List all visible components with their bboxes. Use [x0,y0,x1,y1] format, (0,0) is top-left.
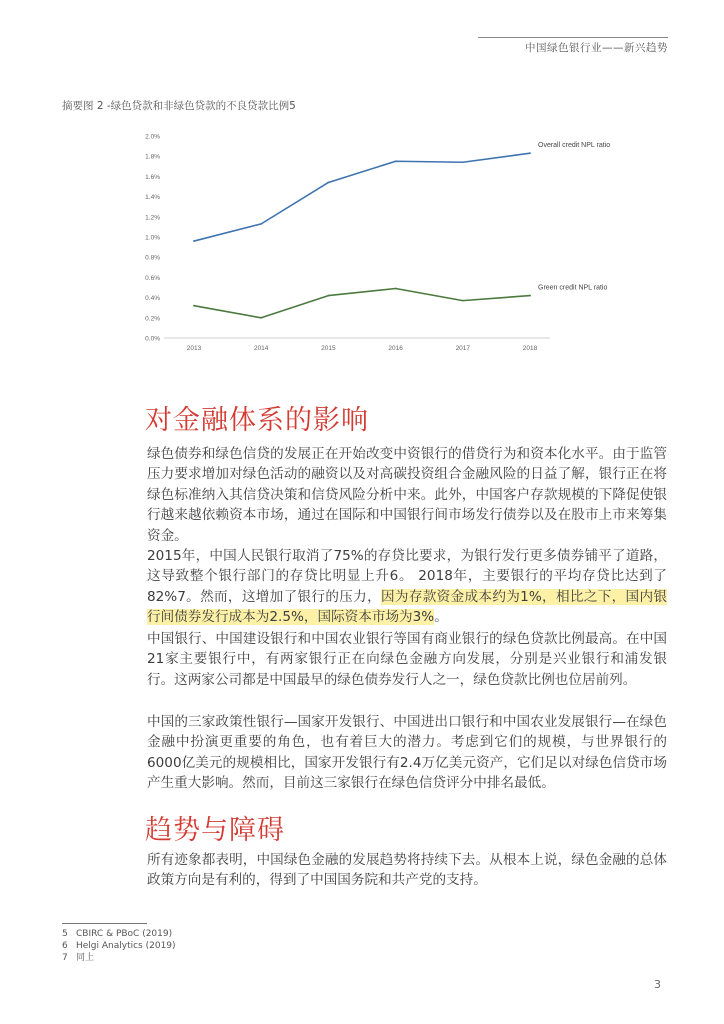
y-tick-label: 2.0% [145,133,160,141]
overall-npl-line [194,153,530,241]
green-npl-line [194,289,530,318]
data-point [260,223,262,225]
section-heading-trends: 趋势与障碍 [145,815,285,846]
series-label: Green credit NPL ratio [538,284,608,292]
highlighted-text: 因为存款资金成本约为1%，相比之下，国内银行间债券发行成本为2.5%，国际资本市场为3% [147,588,667,626]
y-tick-label: 0.8% [145,254,160,262]
data-point [395,288,397,290]
header-rule [478,37,668,38]
y-tick-label: 1.0% [145,234,160,242]
figure-caption: 摘要图 2 -绿色贷款和非绿色贷款的不良贷款比例5 [62,100,296,112]
paragraph-2 [147,546,667,628]
data-point [462,161,464,163]
y-tick-label: 0.2% [145,315,160,323]
y-tick-label: 1.2% [145,214,160,222]
y-tick-label: 0.6% [145,274,160,282]
paragraph-4: 中国的三家政策性银行—国家开发银行、中国进出口银行和中国农业发展银行—在绿色金融中扮演更重要的角色，也有着巨大的潜力。考虑到它们的规模，与世界银行的6000亿美元的规模相比，国家开发银行有2.4万亿美元资产，它们足以对绿色信贷市场产生重大影响。然而，目前这三家银行在绿色信贷评分中排名最低。 [147,714,667,792]
x-tick-label: 2014 [253,345,269,352]
paragraph-5: 所有迹象都表明，中国绿色金融的发展趋势将持续下去。从根本上说，绿色金融的总体政策方向是有利的，得到了中国国务院和共产党的支持。 [147,852,667,889]
data-point [529,152,531,154]
data-point [328,182,330,184]
footnote: 7 同上 [62,953,95,963]
data-point [462,300,464,302]
paragraph-3: 中国银行、中国建设银行和中国农业银行等国有商业银行的绿色贷款比例最高。在中国21家主要银行中，有两家银行正在向绿色金融方向发展，分别是兴业银行和浦发银行。这两家公司都是中国最早的绿色债券发行人之一，绿色贷款比例也位居前列。 [147,631,667,688]
npl-ratio-line-chart [120,120,680,360]
x-tick-label: 2013 [186,345,202,352]
y-tick-label: 0.0% [145,335,160,343]
paragraph-2-text-b: 。 [434,609,448,626]
y-tick-label: 1.6% [145,173,160,181]
x-tick-label: 2016 [388,345,403,352]
x-tick-label: 2017 [455,345,471,352]
y-tick-label: 1.8% [145,153,160,161]
x-tick-label: 2015 [321,345,336,352]
running-header: 中国绿色银行业——新兴趋势 [525,42,668,54]
paragraph-2-text-a: 2015年，中国人民银行取消了75%的存贷比要求，为银行发行更多债券铺平了道路，这导致整个银行部门的存贷比明显上升6。 2018年，主要银行的平均存贷比达到了82%7。然而，这增加了银行的压力， [147,548,667,605]
footnote-rule [62,923,147,924]
data-point [328,295,330,297]
footnote: 6 Helgi Analytics (2019) [62,941,176,951]
y-tick-label: 1.4% [145,194,160,202]
footnote: 5 CBIRC & PBoC (2019) [62,929,173,939]
data-point [395,160,397,162]
footnotes [62,928,176,964]
y-tick-label: 0.4% [145,295,160,303]
x-tick-label: 2018 [522,345,538,352]
data-point [193,240,195,242]
paragraph-1: 绿色债券和绿色信贷的发展正在开始改变中资银行的借贷行为和资本化水平。由于监管压力要求增加对绿色活动的融资以及对高碳投资组合金融风险的日益了解，银行正在将绿色标准纳入其信贷决策和信贷风险分析中来。此外，中国客户存款规模的下降促使银行越来越依赖资本市场，通过在国际和中国银行间市场发行债券以及在股市上市来筹集资金。 [147,446,667,544]
data-point [529,295,531,297]
data-point [260,317,262,319]
page-number: 3 [654,978,661,991]
section-heading-impact: 对金融体系的影响 [145,405,369,436]
series-label: Overall credit NPL ratio [538,142,611,150]
data-point [193,305,195,307]
